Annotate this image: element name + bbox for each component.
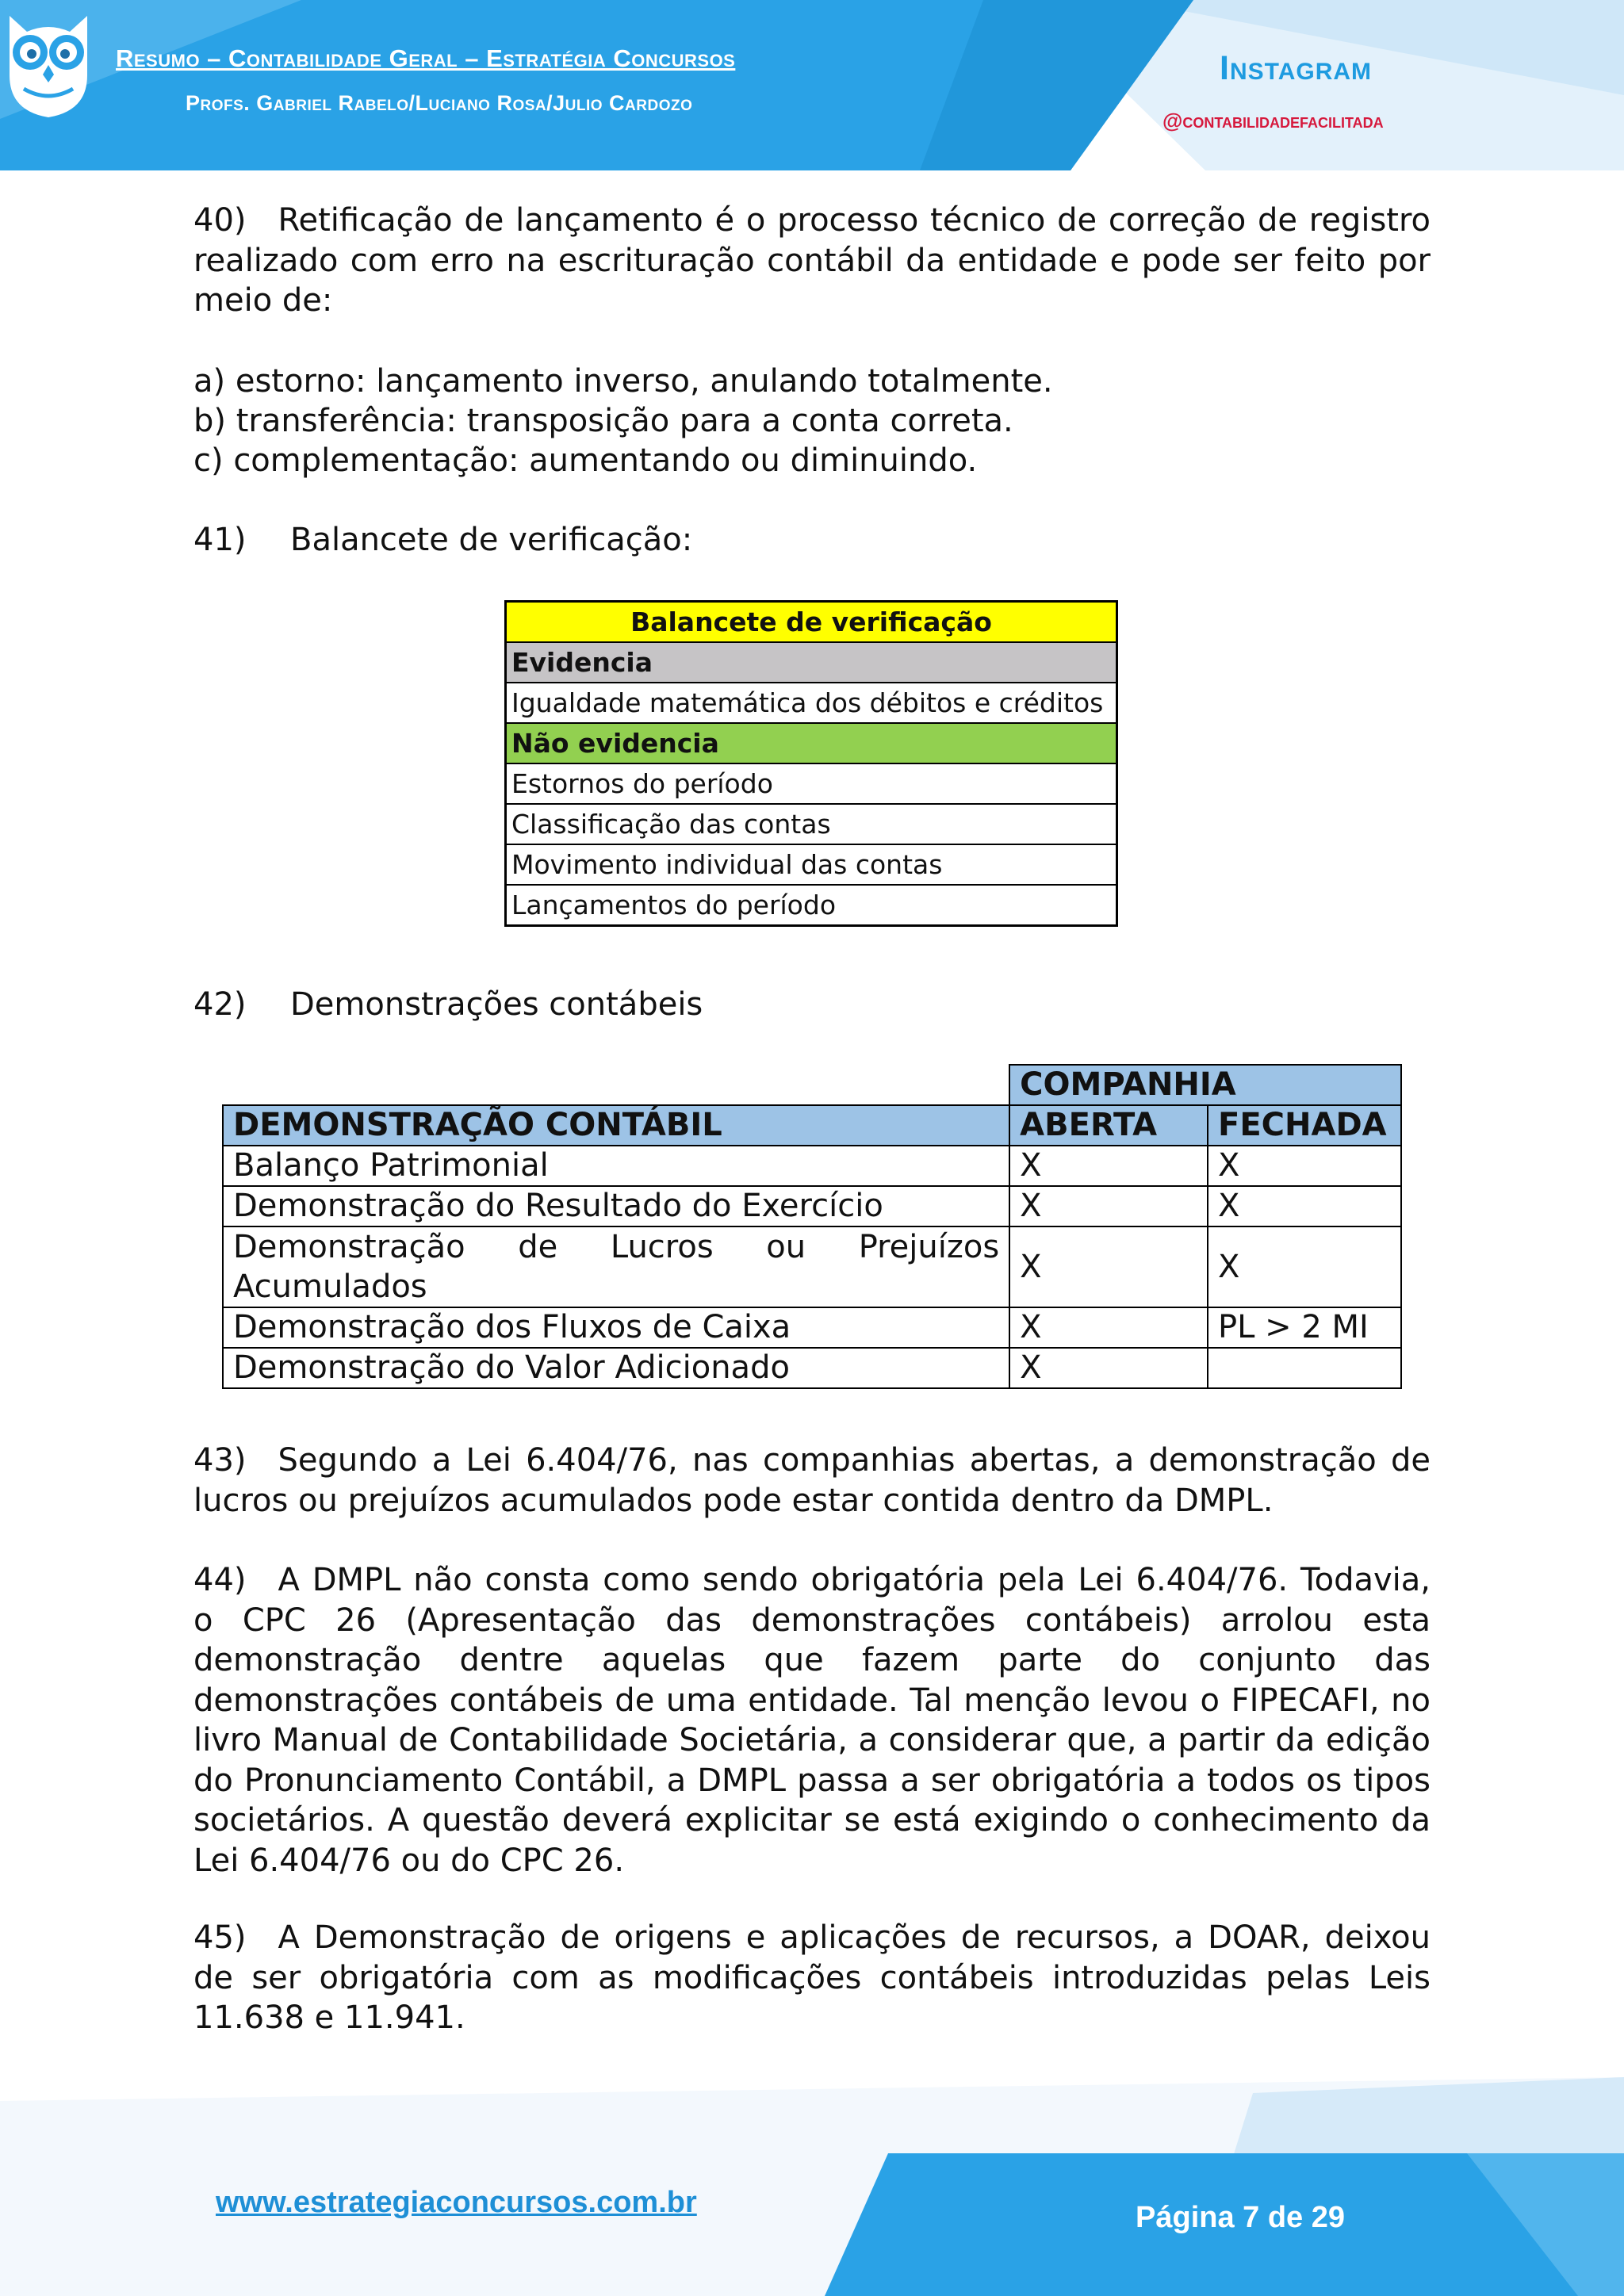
- question-44-text: 44) A DMPL não consta como sendo obrigatória pela Lei 6.404/76. Todavia, o CPC 26 (Apresentação das demonstrações contábeis) arrolou esta demonstração dentre aquelas que fazem parte do conjunto das demonstrações contábeis de uma entidade. Tal menção levou o FIPECAFI, no livro Manual de Contabilidade Societária, a considerar que, a partir da edição do Pronunciamento Contábil, a DMPL passa a ser obrigatória a todos os tipos societários. A questão deverá explicitar se está exigindo o conhecimento da Lei 6.404/76 ou do CPC 26.: [193, 1562, 1431, 1879]
- instagram-label: Instagram: [1220, 49, 1373, 87]
- evidencia-label: Evidencia: [506, 642, 1117, 683]
- table-row: [223, 1146, 1401, 1186]
- demonstracoes-table: [222, 1064, 1402, 1389]
- instagram-handle[interactable]: @contabilidadefacilitada: [1162, 109, 1384, 132]
- evidencia-item: Igualdade matemática dos débitos e créditos: [506, 683, 1117, 723]
- demonstracao-cell: Demonstração do Resultado do Exercício: [223, 1186, 1009, 1226]
- table-corner-blank: [223, 1065, 1009, 1105]
- fechada-cell: X: [1208, 1226, 1401, 1307]
- table-row: [223, 1226, 1401, 1307]
- header-subtitle: Profs. Gabriel Rabelo/Luciano Rosa/Julio Cardozo: [186, 91, 693, 115]
- table-row: [223, 1186, 1401, 1226]
- demonstracao-cell: Demonstração do Valor Adicionado: [223, 1348, 1009, 1388]
- question-40-item-c: c) complementação: aumentando ou diminuindo.: [193, 442, 978, 479]
- question-45-text: 45) A Demonstração de origens e aplicações de recursos, a DOAR, deixou de ser obrigatória com as modificações contábeis introduzidas pelas Leis 11.638 e 11.941.: [193, 1919, 1431, 2036]
- aberta-column-header: ABERTA: [1009, 1105, 1208, 1146]
- aberta-cell: X: [1009, 1186, 1208, 1226]
- question-40-text: 40) Retificação de lançamento é o processo técnico de correção de registro realizado com erro na escrituração contábil da entidade e pode ser feito por meio de:: [193, 202, 1431, 319]
- demonstracao-cell: Balanço Patrimonial: [223, 1146, 1009, 1186]
- nao-evidencia-label: Não evidencia: [506, 723, 1117, 763]
- balancete-title: Balancete de verificação: [506, 602, 1117, 643]
- nao-evidencia-item: Movimento individual das contas: [506, 844, 1117, 885]
- demonstracao-cell: Demonstração de Lucros ou Prejuízos Acumulados: [223, 1226, 1009, 1307]
- header-banner: [0, 0, 1624, 170]
- aberta-cell: X: [1009, 1307, 1208, 1348]
- fechada-cell: PL > 2 MI: [1208, 1307, 1401, 1348]
- header-title: Resumo – Contabilidade Geral – Estratégia Concursos: [116, 44, 736, 72]
- page-header: [0, 0, 1624, 170]
- aberta-cell: X: [1009, 1226, 1208, 1307]
- question-41-title: Balancete de verificação:: [290, 522, 693, 558]
- aberta-cell: X: [1009, 1146, 1208, 1186]
- website-link[interactable]: www.estrategiaconcursos.com.br: [216, 2186, 697, 2219]
- question-41-number: 41): [193, 522, 247, 558]
- table-row: [223, 1307, 1401, 1348]
- nao-evidencia-item: Classificação das contas: [506, 804, 1117, 844]
- question-43-text: 43) Segundo a Lei 6.404/76, nas companhias abertas, a demonstração de lucros ou prejuízos acumulados pode estar contida dentro da DMPL.: [193, 1442, 1431, 1519]
- fechada-cell: X: [1208, 1146, 1401, 1186]
- fechada-column-header: FECHADA: [1208, 1105, 1401, 1146]
- nao-evidencia-item: Lançamentos do período: [506, 885, 1117, 926]
- question-42-number: 42): [193, 986, 247, 1023]
- demonstracao-cell: Demonstração dos Fluxos de Caixa: [223, 1307, 1009, 1348]
- question-41-heading: [193, 520, 692, 560]
- question-42-heading: [193, 985, 703, 1024]
- balancete-table: [504, 600, 1118, 927]
- fechada-cell: X: [1208, 1186, 1401, 1226]
- table-row: [223, 1348, 1401, 1388]
- owl-logo-icon: [0, 0, 97, 119]
- question-40-item-a: a) estorno: lançamento inverso, anulando totalmente.: [193, 363, 1053, 400]
- question-40-item-b: b) transferência: transposição para a conta correta.: [193, 403, 1013, 439]
- demonstracao-column-header: DEMONSTRAÇÃO CONTÁBIL: [223, 1105, 1009, 1146]
- page-number: Página 7 de 29: [1136, 2201, 1346, 2234]
- companhia-header: COMPANHIA: [1009, 1065, 1401, 1105]
- aberta-cell: X: [1009, 1348, 1208, 1388]
- fechada-cell: [1208, 1348, 1401, 1388]
- nao-evidencia-item: Estornos do período: [506, 763, 1117, 804]
- question-42-title: Demonstrações contábeis: [290, 986, 703, 1023]
